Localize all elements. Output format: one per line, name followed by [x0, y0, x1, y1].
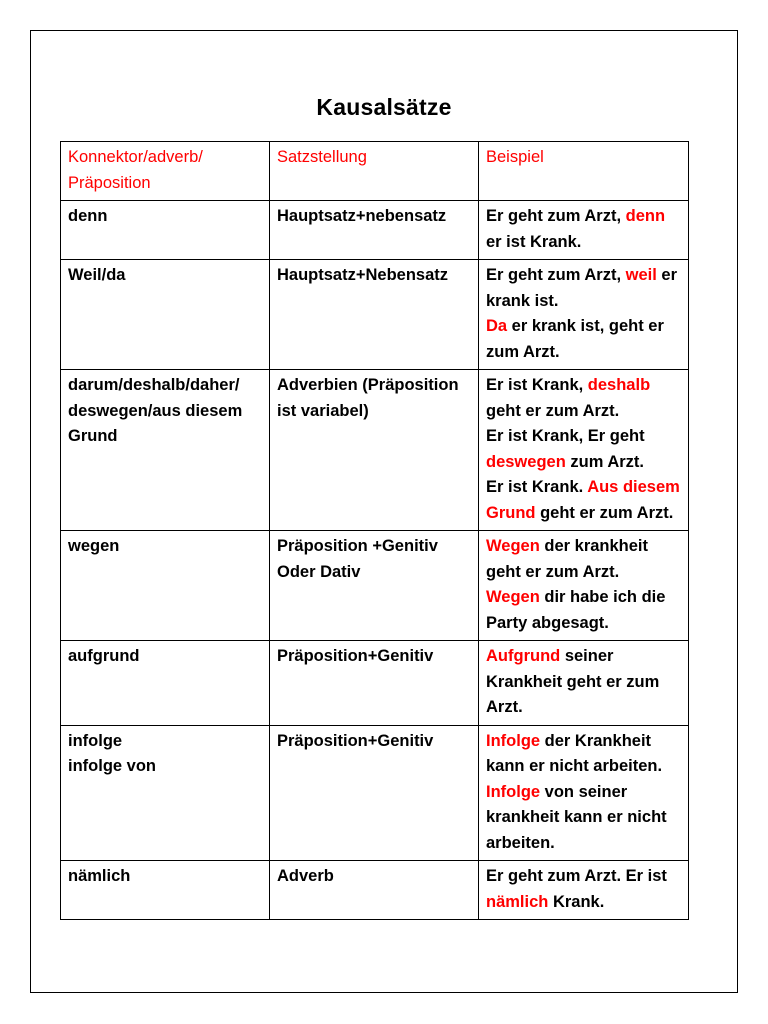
header-position: Satzstellung	[270, 142, 479, 201]
example-sentence	[486, 534, 682, 585]
example-text: seiner Krankheit geht er zum Arzt.	[486, 647, 660, 716]
connector-cell	[61, 725, 270, 861]
example-cell	[479, 201, 689, 260]
highlighted-connector: deswegen	[486, 452, 566, 471]
example-cell	[479, 641, 689, 726]
example-text: er ist Krank.	[486, 232, 582, 251]
example-cell	[479, 260, 689, 370]
table-row	[61, 531, 689, 641]
highlighted-connector: deshalb	[587, 376, 651, 394]
example-text: dir habe ich die Party abgesagt.	[486, 588, 666, 632]
highlighted-connector: Wegen	[486, 588, 540, 606]
example-cell	[479, 531, 689, 641]
example-text: er krank ist, geht er zum Arzt.	[486, 317, 664, 361]
position-cell: Hauptsatz+nebensatz	[270, 201, 479, 260]
table-row	[61, 861, 689, 920]
connector-cell: denn	[61, 201, 270, 260]
highlighted-connector: denn	[625, 207, 666, 225]
highlighted-connector: weil	[625, 266, 657, 284]
position-cell: Präposition+Genitiv	[270, 725, 479, 861]
connector-cell: aufgrund	[61, 641, 270, 726]
connector-cell: wegen	[61, 531, 270, 641]
connector-cell: Weil/da	[61, 260, 270, 370]
table-row	[61, 260, 689, 370]
highlighted-connector: Aus diesem Grund	[486, 478, 680, 522]
example-text: zum Arzt.	[565, 452, 645, 471]
example-text: er krank ist.	[486, 266, 678, 310]
position-cell: Adverbien (Präposition ist variabel)	[270, 370, 479, 531]
example-sentence	[486, 475, 682, 526]
page-title: Kausalsätze	[316, 94, 452, 120]
highlighted-connector: Aufgrund	[486, 647, 561, 665]
example-sentence	[486, 424, 682, 475]
example-sentence	[486, 314, 682, 365]
position-cell: Präposition+Genitiv	[270, 641, 479, 726]
example-cell	[479, 370, 689, 531]
example-text: geht er zum Arzt.	[486, 401, 620, 420]
example-cell	[479, 725, 689, 861]
example-text: der Krankheit kann er nicht arbeiten.	[486, 731, 663, 775]
example-text: Er geht zum Arzt,	[486, 207, 626, 225]
example-text: Krank.	[548, 892, 605, 911]
example-sentence	[486, 780, 682, 857]
example-sentence	[486, 263, 682, 314]
table-row	[61, 725, 689, 861]
example-sentence	[486, 373, 682, 424]
example-text: von seiner krankheit kann er nicht arbeiten.	[486, 782, 667, 852]
example-text: Er geht zum Arzt. Er ist	[486, 867, 667, 885]
highlighted-connector: Infolge	[486, 782, 541, 801]
connector-line: infolge	[68, 731, 123, 750]
example-text: Er ist Krank.	[486, 478, 588, 496]
highlighted-connector: Infolge	[486, 731, 541, 750]
table-row	[61, 201, 689, 260]
header-connector: Konnektor/adverb/ Präposition	[61, 142, 270, 201]
position-cell: Hauptsatz+Nebensatz	[270, 260, 479, 370]
position-cell: Adverb	[270, 861, 479, 920]
example-text: geht er zum Arzt.	[535, 503, 674, 522]
highlighted-connector: Wegen	[486, 537, 540, 555]
table-header-row	[61, 142, 689, 201]
header-example: Beispiel	[479, 142, 689, 201]
example-sentence	[486, 729, 682, 780]
example-text: der krankheit geht er zum Arzt.	[486, 537, 649, 581]
connector-cell: darum/deshalb/daher/ deswegen/aus diesem Grund	[61, 370, 270, 531]
highlighted-connector: nämlich	[486, 892, 549, 911]
example-text: Er ist Krank, Er geht	[486, 427, 645, 445]
highlighted-connector: Da	[486, 317, 508, 335]
example-sentence	[486, 585, 682, 636]
position-line: Oder Dativ	[277, 562, 361, 581]
example-text: Er ist Krank,	[486, 376, 588, 394]
kausal-table	[60, 141, 689, 920]
position-line: Präposition +Genitiv	[277, 537, 438, 555]
connector-cell: nämlich	[61, 861, 270, 920]
position-cell	[270, 531, 479, 641]
connector-line: infolge von	[68, 757, 156, 775]
table-row	[61, 641, 689, 726]
example-text: Er geht zum Arzt,	[486, 266, 626, 284]
example-cell	[479, 861, 689, 920]
table-row	[61, 370, 689, 531]
